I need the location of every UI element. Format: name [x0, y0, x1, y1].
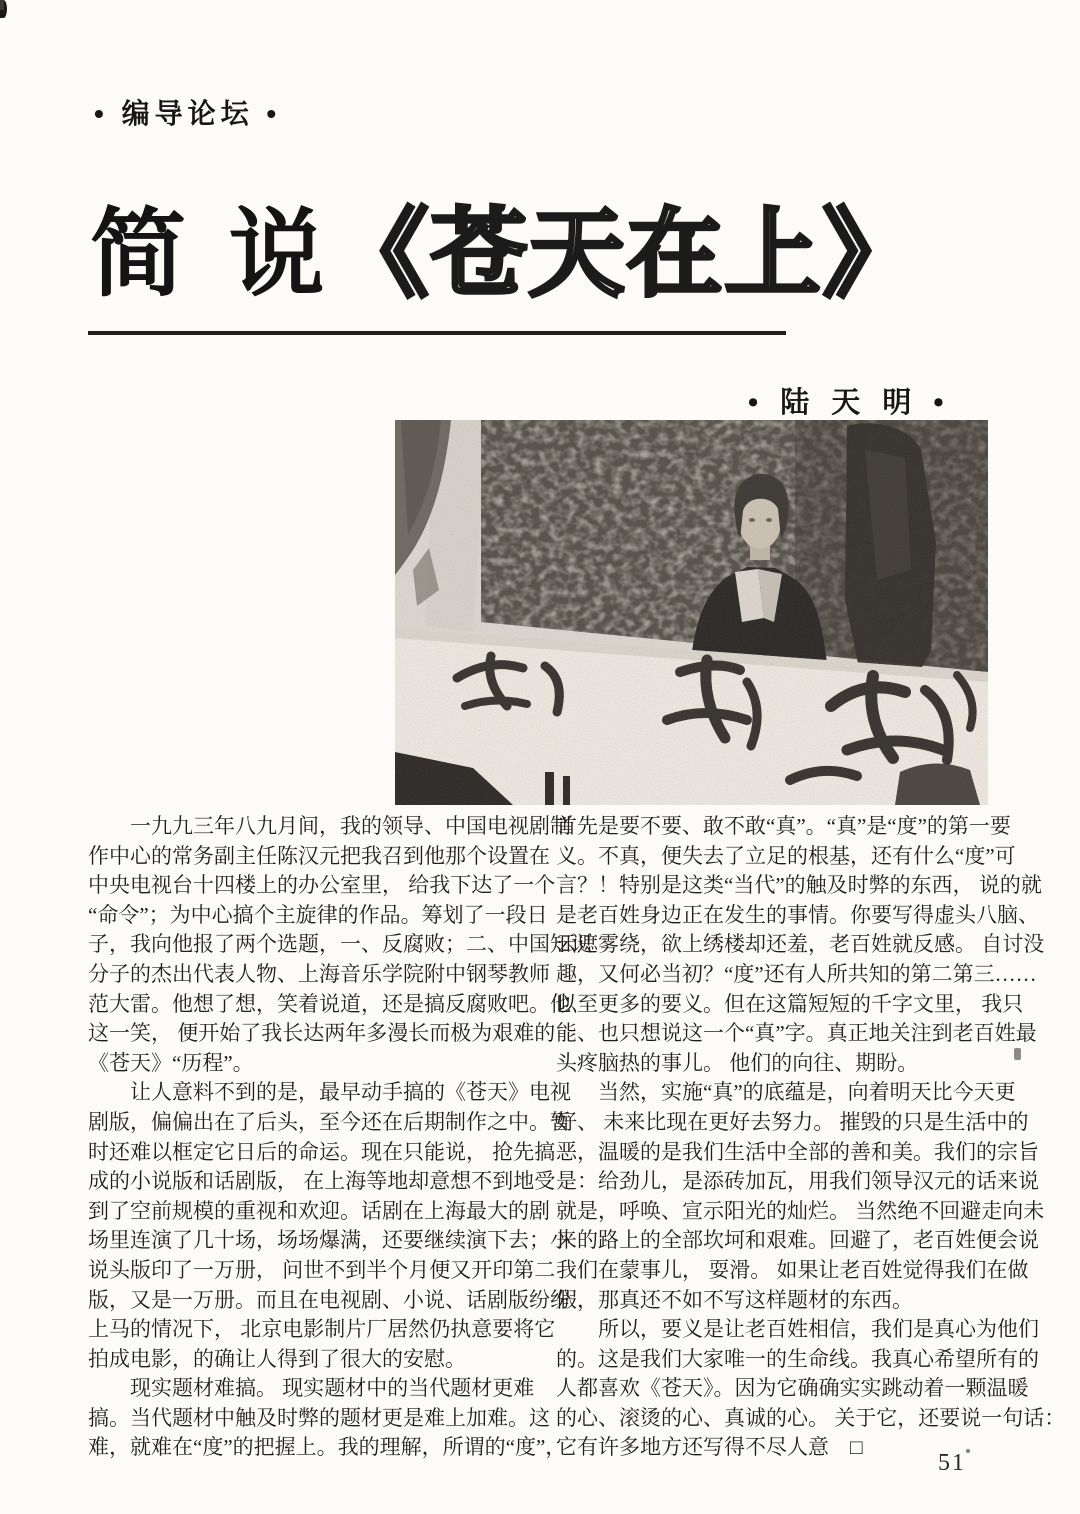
- text-line: 上马的情况下， 北京电影制片厂居然仍执意要将它: [88, 1317, 556, 1342]
- text-line: 头疼脑热的事儿。 他们的向往、期盼。: [556, 1050, 919, 1075]
- text-line: 范大雷。他想了想，笑着说道，还是搞反腐败吧。他: [88, 991, 571, 1016]
- author-byline: • 陆 天 明 •: [748, 387, 951, 419]
- article-title: [90, 200, 921, 310]
- text-line: 义。不真，便失去了立足的根基，还有什么“度”可: [556, 843, 1016, 868]
- text-line: 成的小说版和话剧版， 在上海等地却意想不到地受: [88, 1169, 556, 1194]
- text-line: 恶，温暖的是我们生活中全部的善和美。我们的宗旨: [556, 1139, 1039, 1164]
- scan-artifact: [1014, 1048, 1021, 1060]
- text-line: 就是，呼唤、宣示阳光的灿烂。 当然绝不回避走向未: [556, 1198, 1045, 1223]
- text-line: 人都喜欢《苍天》。因为它确确实实跳动着一颗温暖: [556, 1376, 1029, 1401]
- text-line: 拍成电影，的确让人得到了很大的安慰。: [88, 1346, 466, 1371]
- text-line: 它有许多地方还写得不尽人意 □: [556, 1435, 863, 1460]
- text-line: 是老百姓身边正在发生的事情。你要写得虚头八脑、: [556, 902, 1039, 927]
- scan-artifact: [0, 0, 4, 10]
- text-line: 场里连演了几十场，场场爆满，还要继续演下去；小: [88, 1228, 571, 1253]
- text-line: 子，我向他报了两个选题，一、反腐败；二、中国知识: [88, 932, 592, 957]
- text-line: 中央电视台十四楼上的办公室里， 给我下达了一个: [88, 873, 556, 898]
- text-line: “命令”；为中心搞个主旋律的作品。筹划了一段日: [88, 902, 548, 927]
- text-line: 言？！特别是这类“当代”的触及时弊的东西， 说的就: [556, 873, 1042, 898]
- text-line: 我们在蒙事儿， 耍滑。 如果让老百姓觉得我们在做: [556, 1257, 1029, 1282]
- text-line: 云遮雾绕，欲上绣楼却还羞，老百姓就反感。 自讨没: [556, 932, 1045, 957]
- article-title-outline: 《苍天在上》: [332, 201, 921, 308]
- title-underline: [88, 331, 786, 335]
- text-line: 来的路上的全部坎坷和艰难。回避了，老百姓便会说: [556, 1228, 1039, 1253]
- text-line: 作中心的常务副主任陈汉元把我召到他那个设置在: [88, 843, 550, 868]
- text-line: 能、也只想说这一个“真”字。真正地关注到老百姓最: [556, 1021, 1037, 1046]
- text-line: 版，又是一万册。而且在电视剧、小说、话剧版纷纷: [88, 1287, 571, 1312]
- text-line: 的心、滚烫的心、真诚的心。 关于它，还要说一句话：: [556, 1405, 1066, 1430]
- article-title-solid: 简 说: [90, 201, 333, 308]
- text-line: 现实题材难搞。 现实题材中的当代题材更难: [88, 1376, 535, 1401]
- text-line: 搞。当代题材中触及时弊的题材更是难上加难。这: [88, 1405, 550, 1430]
- text-line: 《苍天》“历程”。: [88, 1050, 254, 1075]
- text-line: 的。这是我们大家唯一的生命线。我真心希望所有的: [556, 1346, 1039, 1371]
- text-line: 到了空前规模的重视和欢迎。话剧在上海最大的剧: [88, 1198, 550, 1223]
- text-line: 假，那真还不如不写这样题材的东西。: [556, 1287, 913, 1312]
- text-line: 剧版，偏偏出在了后头，至今还在后期制作之中。暂: [88, 1109, 571, 1134]
- text-line: 说头版印了一万册， 问世不到半个月便又开印第二: [88, 1257, 556, 1282]
- left-column: [88, 812, 592, 1463]
- text-line: 让人意料不到的是，最早动手搞的《苍天》电视: [88, 1080, 571, 1105]
- text-line: 以至更多的要义。但在这篇短短的千字文里， 我只: [556, 991, 1024, 1016]
- right-column: [556, 812, 1066, 1463]
- page-number: 51: [938, 1450, 966, 1476]
- text-line: 当然，实施“真”的底蕴是，向着明天比今天更: [556, 1080, 1016, 1105]
- text-line: 好、 未来比现在更好去努力。 摧毁的只是生活中的: [556, 1109, 1029, 1134]
- section-label: • 编导论坛 •: [94, 98, 282, 129]
- text-line: 是：给劲儿，是添砖加瓦，用我们领导汉元的话来说: [556, 1169, 1039, 1194]
- article-photo: [395, 420, 988, 805]
- text-line: 趣，又何必当初？“度”还有人所共知的第二第三……: [556, 961, 1037, 986]
- text-line: 一九九三年八九月间，我的领导、中国电视剧制: [88, 814, 571, 838]
- text-line: 这一笑， 便开始了我长达两年多漫长而极为艰难的: [88, 1021, 556, 1046]
- text-line: 首先是要不要、敢不敢“真”。“真”是“度”的第一要: [556, 814, 1011, 838]
- text-line: 所以，要义是让老百姓相信，我们是真心为他们: [556, 1317, 1039, 1342]
- text-line: 难，就难在“度”的把握上。我的理解，所谓的“度”，: [88, 1435, 567, 1460]
- text-line: 分子的杰出代表人物、上海音乐学院附中钢琴教师: [88, 961, 550, 986]
- text-line: 时还难以框定它日后的命运。现在只能说， 抢先搞: [88, 1139, 556, 1164]
